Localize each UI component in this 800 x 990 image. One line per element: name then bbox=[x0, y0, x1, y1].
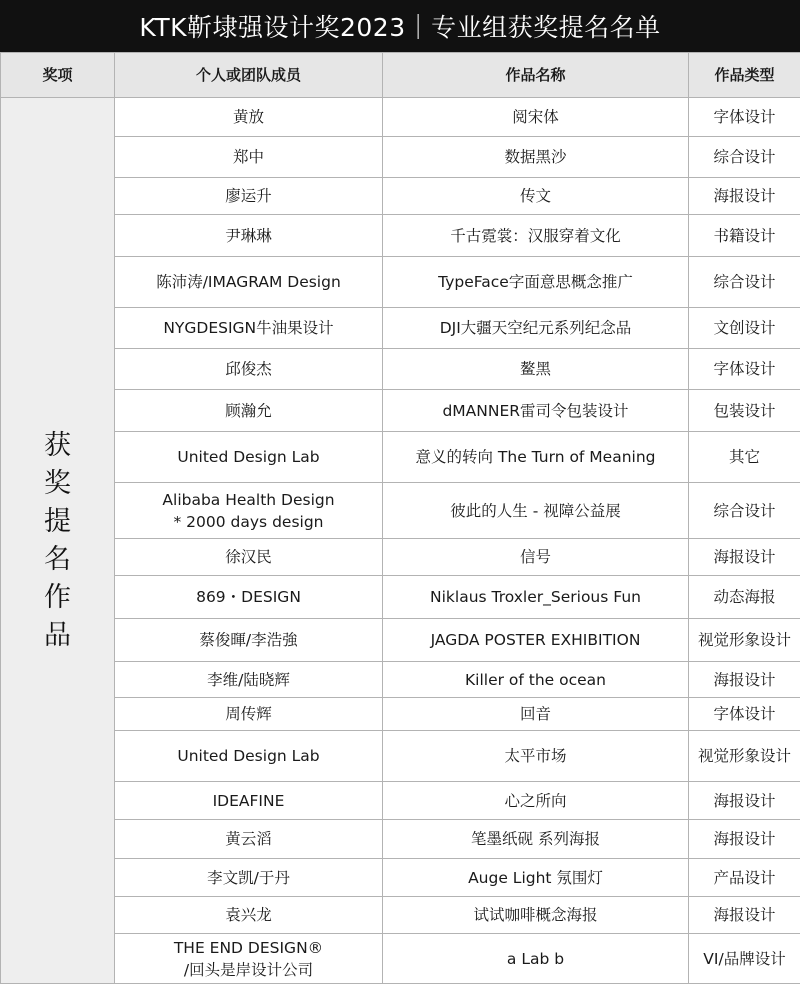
work-title-cell: 笔墨纸砚 系列海报 bbox=[383, 820, 689, 859]
work-title-cell: a Lab b bbox=[383, 934, 689, 984]
header-award: 奖项 bbox=[1, 53, 115, 98]
table-row bbox=[1, 98, 800, 137]
member-cell: 郑中 bbox=[115, 137, 383, 178]
table-row bbox=[1, 215, 800, 257]
work-title-cell: DJI大疆天空纪元系列纪念品 bbox=[383, 308, 689, 349]
member-cell: 李文凯/于丹 bbox=[115, 859, 383, 897]
work-type-cell: 海报设计 bbox=[689, 539, 800, 576]
work-type-cell: 字体设计 bbox=[689, 698, 800, 731]
member-cell: IDEAFINE bbox=[115, 782, 383, 820]
table-row bbox=[1, 308, 800, 349]
member-cell: THE END DESIGN® /回头是岸设计公司 bbox=[115, 934, 383, 984]
table-header-row bbox=[1, 53, 800, 98]
work-title-cell: 太平市场 bbox=[383, 731, 689, 782]
work-type-cell: 综合设计 bbox=[689, 483, 800, 539]
table-row bbox=[1, 820, 800, 859]
member-cell: 徐汉民 bbox=[115, 539, 383, 576]
work-type-cell: 综合设计 bbox=[689, 137, 800, 178]
page-title: KTK靳埭强设计奖2023｜专业组获奖提名名单 bbox=[0, 0, 800, 52]
work-type-cell: 包装设计 bbox=[689, 390, 800, 432]
work-title-cell: 数据黑沙 bbox=[383, 137, 689, 178]
table-row bbox=[1, 576, 800, 619]
table-row bbox=[1, 257, 800, 308]
table-body bbox=[1, 98, 800, 984]
table-row bbox=[1, 698, 800, 731]
work-type-cell: 海报设计 bbox=[689, 662, 800, 698]
table-row bbox=[1, 432, 800, 483]
work-type-cell: 视觉形象设计 bbox=[689, 619, 800, 662]
work-type-cell: 字体设计 bbox=[689, 349, 800, 390]
table-row bbox=[1, 731, 800, 782]
member-cell: United Design Lab bbox=[115, 731, 383, 782]
work-type-cell: 海报设计 bbox=[689, 897, 800, 934]
member-cell: 蔡俊暉/李浩強 bbox=[115, 619, 383, 662]
work-title-cell: 意义的转向 The Turn of Meaning bbox=[383, 432, 689, 483]
work-title-cell: 阅宋体 bbox=[383, 98, 689, 137]
member-cell: 尹琳琳 bbox=[115, 215, 383, 257]
nominee-table bbox=[0, 52, 800, 984]
work-title-cell: dMANNER雷司令包装设计 bbox=[383, 390, 689, 432]
work-type-cell: 视觉形象设计 bbox=[689, 731, 800, 782]
work-type-cell: 海报设计 bbox=[689, 782, 800, 820]
work-title-cell: 心之所向 bbox=[383, 782, 689, 820]
work-type-cell: 书籍设计 bbox=[689, 215, 800, 257]
work-title-cell: Niklaus Troxler_Serious Fun bbox=[383, 576, 689, 619]
work-type-cell: 字体设计 bbox=[689, 98, 800, 137]
member-cell: 陈沛涛/IMAGRAM Design bbox=[115, 257, 383, 308]
work-type-cell: 产品设计 bbox=[689, 859, 800, 897]
work-title-cell: 试试咖啡概念海报 bbox=[383, 897, 689, 934]
table-row bbox=[1, 483, 800, 539]
work-type-cell: 动态海报 bbox=[689, 576, 800, 619]
header-type: 作品类型 bbox=[689, 53, 800, 98]
table-row bbox=[1, 859, 800, 897]
award-category-cell bbox=[1, 98, 115, 984]
work-type-cell: 海报设计 bbox=[689, 178, 800, 215]
work-type-cell: VI/品牌设计 bbox=[689, 934, 800, 984]
table-row bbox=[1, 539, 800, 576]
work-type-cell: 其它 bbox=[689, 432, 800, 483]
table-row bbox=[1, 662, 800, 698]
member-cell: 顾瀚允 bbox=[115, 390, 383, 432]
member-cell: 李维/陆晓辉 bbox=[115, 662, 383, 698]
work-title-cell: 彼此的人生 - 视障公益展 bbox=[383, 483, 689, 539]
member-cell: 廖运升 bbox=[115, 178, 383, 215]
header-work: 作品名称 bbox=[383, 53, 689, 98]
table-row bbox=[1, 897, 800, 934]
header-member: 个人或团队成员 bbox=[115, 53, 383, 98]
member-cell: 黄放 bbox=[115, 98, 383, 137]
table-row bbox=[1, 782, 800, 820]
work-type-cell: 海报设计 bbox=[689, 820, 800, 859]
table-row bbox=[1, 178, 800, 215]
table-row bbox=[1, 934, 800, 984]
table-row bbox=[1, 137, 800, 178]
award-category-label: 获奖提名作品 bbox=[44, 429, 71, 651]
work-title-cell: Killer of the ocean bbox=[383, 662, 689, 698]
table-row bbox=[1, 390, 800, 432]
work-type-cell: 文创设计 bbox=[689, 308, 800, 349]
work-title-cell: 回音 bbox=[383, 698, 689, 731]
work-type-cell: 综合设计 bbox=[689, 257, 800, 308]
table-row bbox=[1, 619, 800, 662]
work-title-cell: TypeFace字面意思概念推广 bbox=[383, 257, 689, 308]
member-cell: 周传辉 bbox=[115, 698, 383, 731]
work-title-cell: 信号 bbox=[383, 539, 689, 576]
member-cell: 869・DESIGN bbox=[115, 576, 383, 619]
member-cell: 袁兴龙 bbox=[115, 897, 383, 934]
work-title-cell: Auge Light 氖围灯 bbox=[383, 859, 689, 897]
member-cell: NYGDESIGN牛油果设计 bbox=[115, 308, 383, 349]
member-cell: United Design Lab bbox=[115, 432, 383, 483]
work-title-cell: 千古霓裳：汉服穿着文化 bbox=[383, 215, 689, 257]
member-cell: Alibaba Health Design * 2000 days design bbox=[115, 483, 383, 539]
work-title-cell: 鳌黑 bbox=[383, 349, 689, 390]
member-cell: 邱俊杰 bbox=[115, 349, 383, 390]
work-title-cell: 传文 bbox=[383, 178, 689, 215]
member-cell: 黄云滔 bbox=[115, 820, 383, 859]
work-title-cell: JAGDA POSTER EXHIBITION bbox=[383, 619, 689, 662]
table-row bbox=[1, 349, 800, 390]
